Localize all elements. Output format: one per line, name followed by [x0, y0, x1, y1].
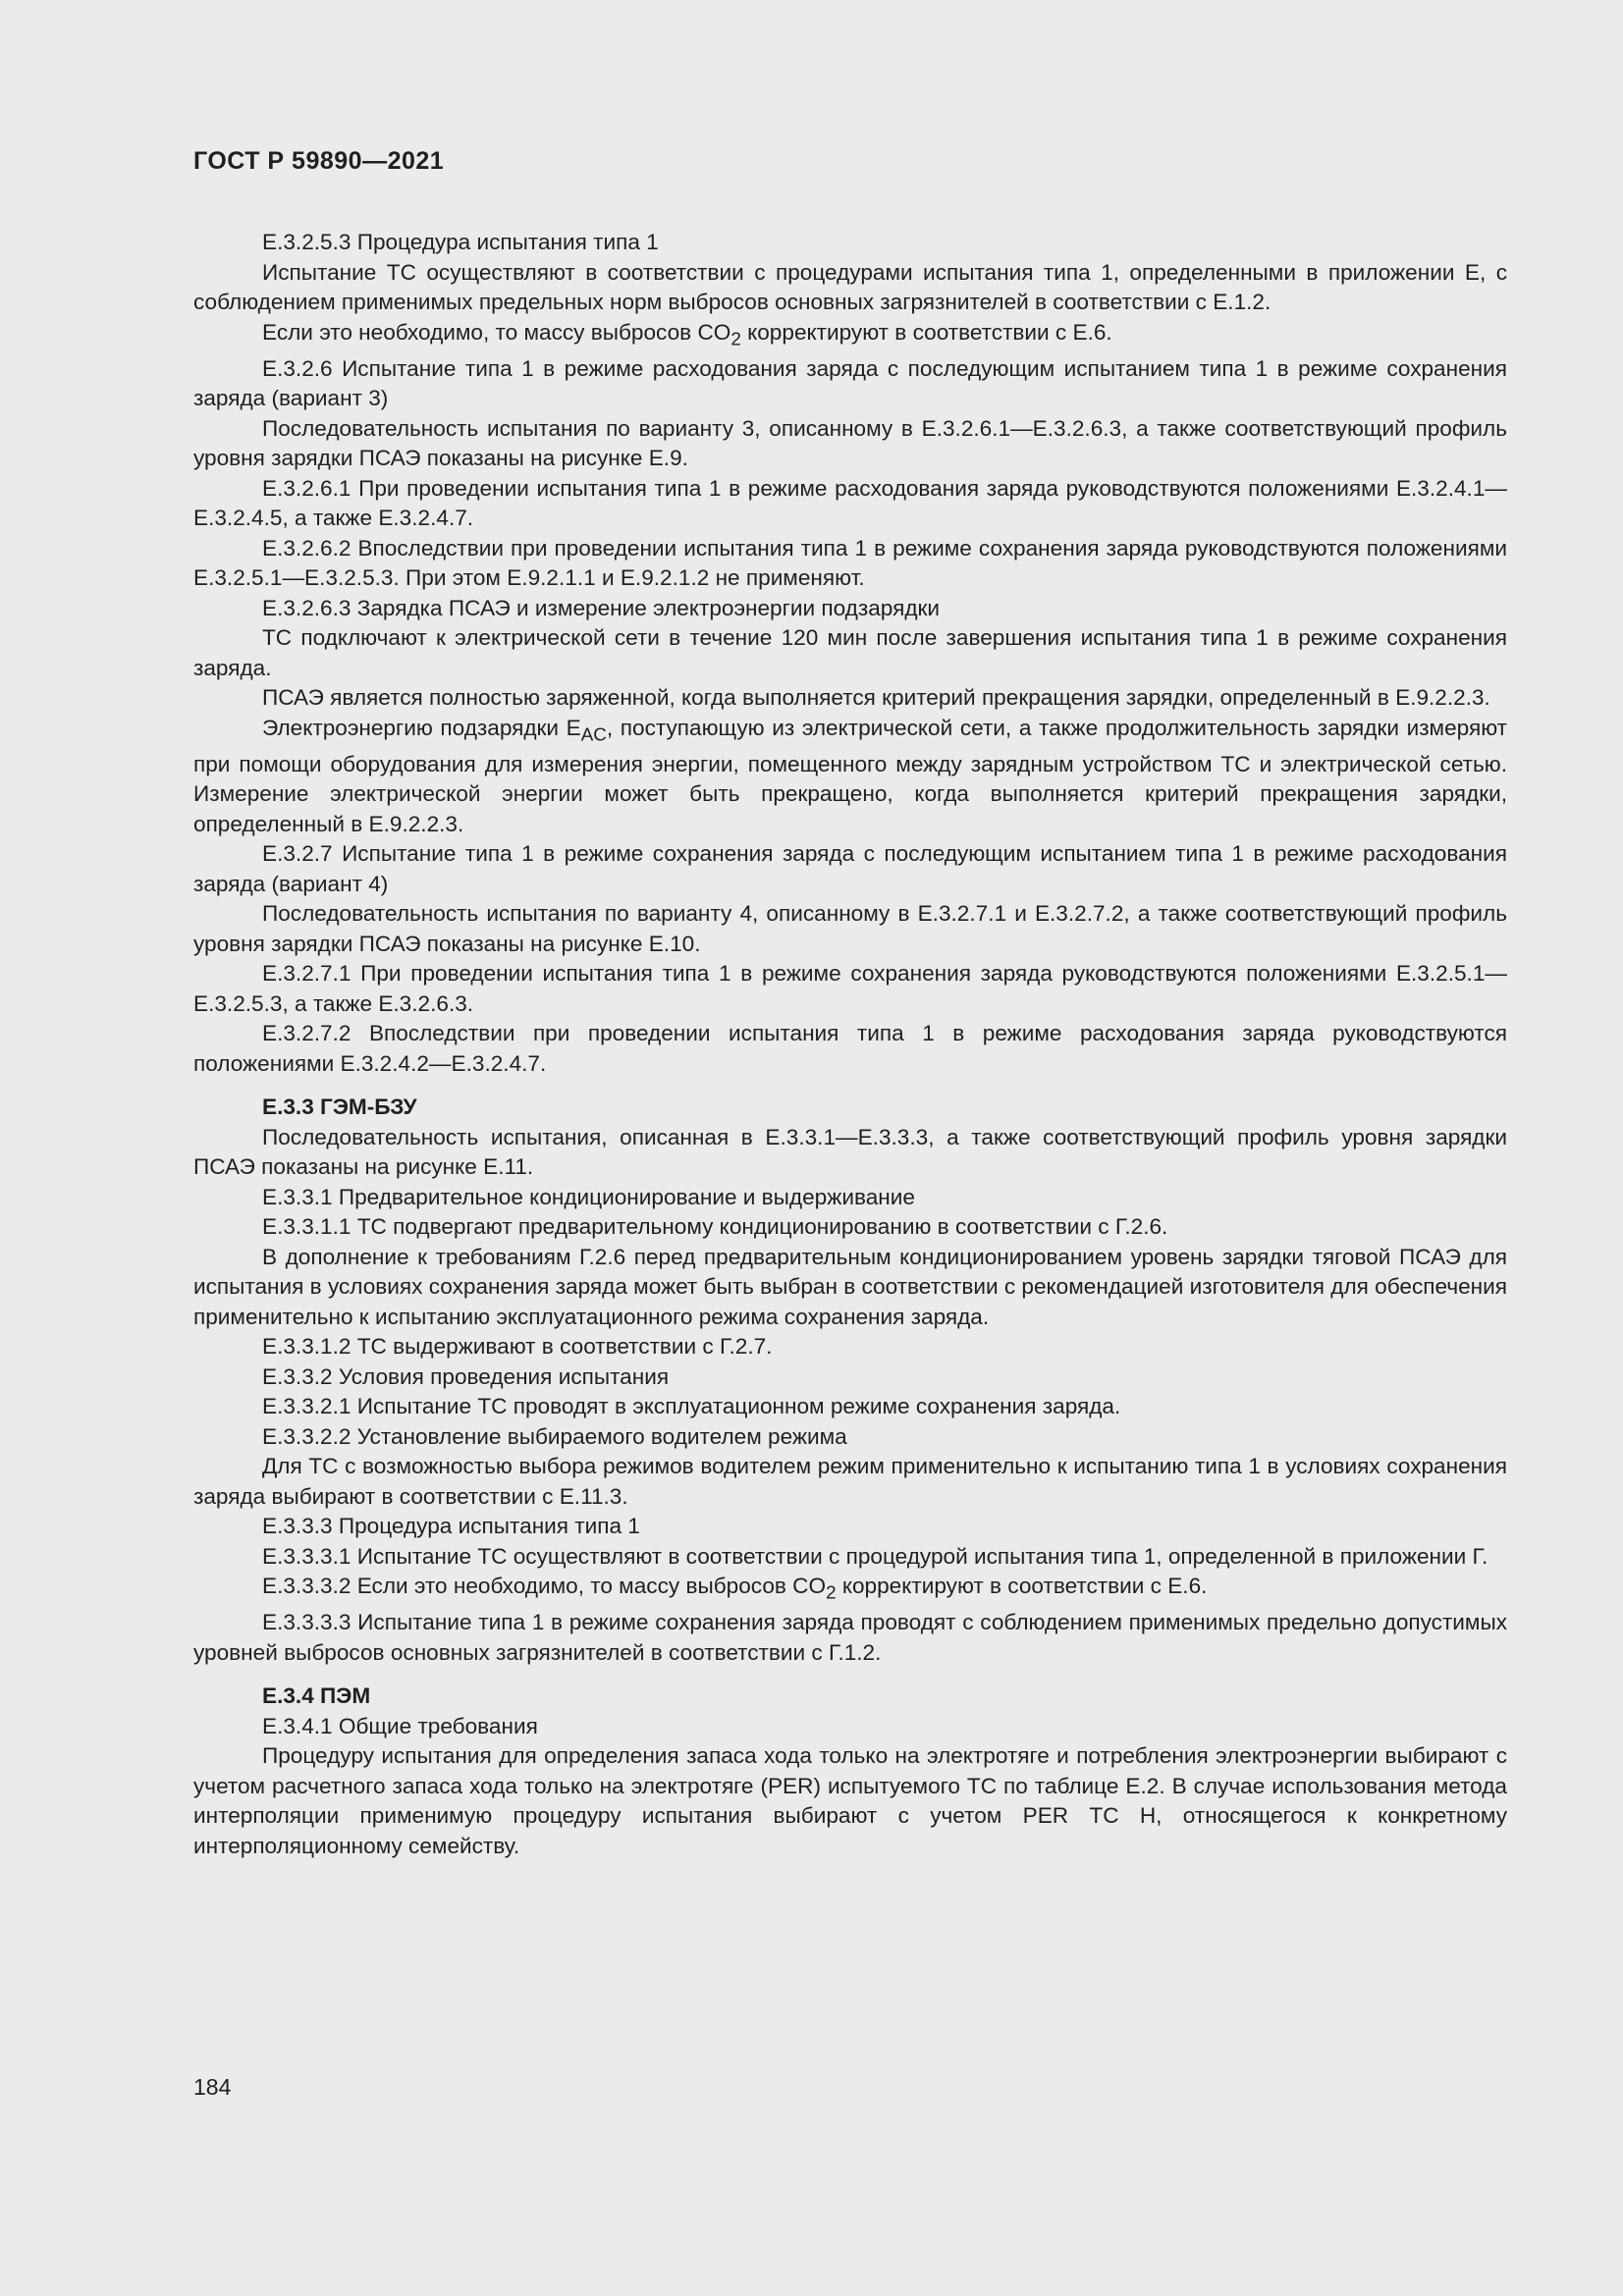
paragraph: Е.3.3.1.1 ТС подвергают предварительному кондиционированию в соответствии с Г.2.6.: [262, 1214, 1168, 1240]
paragraph: Для ТС с возможностью выбора режимов водителем режим применительно к испытанию типа 1 в условиях сохранения заряда выбирают в соответствии с Е.11.3.: [193, 1454, 1507, 1509]
paragraph: Е.3.4.1 Общие требования: [262, 1713, 538, 1738]
document-header: ГОСТ Р 59890—2021: [193, 147, 445, 175]
paragraph-text: Если это необходимо, то массу выбросов CO: [262, 319, 731, 345]
paragraph-text: Электроэнергию подзарядки E: [262, 715, 581, 740]
paragraph: Е.3.2.6.1 При проведении испытания типа 1 в режиме расходования заряда руководствуются положениями Е.3.2.4.1—Е.3.2.4.5, а также Е.3.2.4.7.: [193, 475, 1507, 531]
paragraph: Е.3.2.7.2 Впоследствии при проведении испытания типа 1 в режиме расходования заряда руководствуются положениями Е.3.2.4.2—Е.3.2.4.7.: [193, 1021, 1507, 1076]
subscript: 2: [730, 328, 741, 349]
paragraph-text: Е.3.3.3.2 Если это необходимо, то массу выбросов CO: [262, 1574, 827, 1599]
paragraph: Е.3.3.3 Процедура испытания типа 1: [262, 1514, 640, 1539]
paragraph: [193, 318, 1507, 354]
document-body: [193, 228, 1507, 1861]
paragraph: Процедуру испытания для определения запаса хода только на электротяге и потребления электроэнергии выбирают с учетом расчетного запаса хода только на электротяге (PER) испытуемого ТС по таблице Е.2. В случае использования метода интерполяции применимую процедуру испытания выбирают с учетом PER ТС H, относящегося к конкретному интерполяционному семейству.: [193, 1743, 1507, 1858]
paragraph: ПСАЭ является полностью заряженной, когда выполняется критерий прекращения зарядки, определенный в Е.9.2.2.3.: [262, 685, 1490, 711]
paragraph: Е.3.2.5.3 Процедура испытания типа 1: [262, 230, 659, 254]
section-heading: Е.3.4 ПЭМ: [262, 1683, 371, 1709]
paragraph: Е.3.2.6 Испытание типа 1 в режиме расходования заряда с последующим испытанием типа 1 в режиме сохранения заряда (вариант 3): [193, 355, 1507, 411]
paragraph: Е.3.2.7 Испытание типа 1 в режиме сохранения заряда с последующим испытанием типа 1 в режиме расходования заряда (вариант 4): [193, 841, 1507, 896]
paragraph-text: корректируют в соответствии с Е.6.: [740, 319, 1112, 345]
paragraph: Испытание ТС осуществляют в соответствии с процедурами испытания типа 1, определенными в приложении Е, с соблюдением применимых предельных норм выбросов основных загрязнителей в соответствии с Е.1.2.: [193, 259, 1507, 314]
paragraph: Е.3.2.6.3 Зарядка ПСАЭ и измерение электроэнергии подзарядки: [262, 595, 941, 620]
paragraph: Е.3.3.1 Предварительное кондиционирование и выдерживание: [262, 1184, 915, 1209]
paragraph: Е.3.3.3.3 Испытание типа 1 в режиме сохранения заряда проводят с соблюдением применимых предельно допустимых уровней выбросов основных загрязнителей в соответствии с Г.1.2.: [193, 1610, 1507, 1665]
paragraph: Е.3.2.7.1 При проведении испытания типа 1 в режиме сохранения заряда руководствуются положениями Е.3.2.5.1—Е.3.2.5.3, а также Е.3.2.6.3.: [193, 961, 1507, 1016]
paragraph: Е.3.2.6.2 Впоследствии при проведении испытания типа 1 в режиме сохранения заряда руководствуются положениями Е.3.2.5.1—Е.3.2.5.3. При этом Е.9.2.1.1 и Е.9.2.1.2 не применяют.: [193, 535, 1507, 591]
paragraph: Е.3.3.2.1 Испытание ТС проводят в эксплуатационном режиме сохранения заряда.: [262, 1394, 1121, 1419]
paragraph: Е.3.3.2.2 Установление выбираемого водителем режима: [262, 1423, 847, 1449]
paragraph: Е.3.3.2 Условия проведения испытания: [262, 1363, 670, 1389]
paragraph: ТС подключают к электрической сети в течение 120 мин после завершения испытания типа 1 в режиме сохранения заряда.: [193, 625, 1507, 680]
paragraph: Е.3.3.1.2 ТС выдерживают в соответствии с Г.2.7.: [262, 1334, 773, 1360]
section-heading: Е.3.3 ГЭМ-БЗУ: [262, 1095, 417, 1120]
page-number: 184: [193, 2074, 232, 2100]
subscript: 2: [826, 1581, 837, 1603]
paragraph-text: корректируют в соответствии с Е.6.: [836, 1574, 1208, 1599]
subscript: AC: [580, 723, 607, 745]
paragraph: В дополнение к требованиям Г.2.6 перед предварительным кондиционированием уровень зарядки тяговой ПСАЭ для испытания в условиях сохранения заряда может быть выбран в соответствии с рекомендацией изготовителя для обеспечения применительно к испытанию эксплуатационного режима сохранения заряда.: [193, 1244, 1507, 1329]
paragraph: Е.3.3.3.1 Испытание ТС осуществляют в соответствии с процедурой испытания типа 1, определенной в приложении Г.: [262, 1543, 1488, 1569]
paragraph: [193, 1572, 1507, 1608]
paragraph: Последовательность испытания по варианту 4, описанному в Е.3.2.7.1 и Е.3.2.7.2, а также соответствующий профиль уровня зарядки ПСАЭ показаны на рисунке Е.10.: [193, 901, 1507, 956]
paragraph: Последовательность испытания по варианту 3, описанному в Е.3.2.6.1—Е.3.2.6.3, а также соответствующий профиль уровня зарядки ПСАЭ показаны на рисунке Е.9.: [193, 415, 1507, 471]
paragraph: [193, 714, 1507, 840]
paragraph: Последовательность испытания, описанная в Е.3.3.1—Е.3.3.3, а также соответствующий профиль уровня зарядки ПСАЭ показаны на рисунке Е.11.: [193, 1124, 1507, 1180]
paragraph-text: , поступающую из электрической сети, а также продолжительность зарядки измеряют при помощи оборудования для измерения энергии, помещенного между зарядным устройством ТС и электрической сетью. Измерение электрической энергии может быть прекращено, когда выполняется критерий прекращения зарядки, определенный в Е.9.2.2.3.: [193, 715, 1507, 836]
